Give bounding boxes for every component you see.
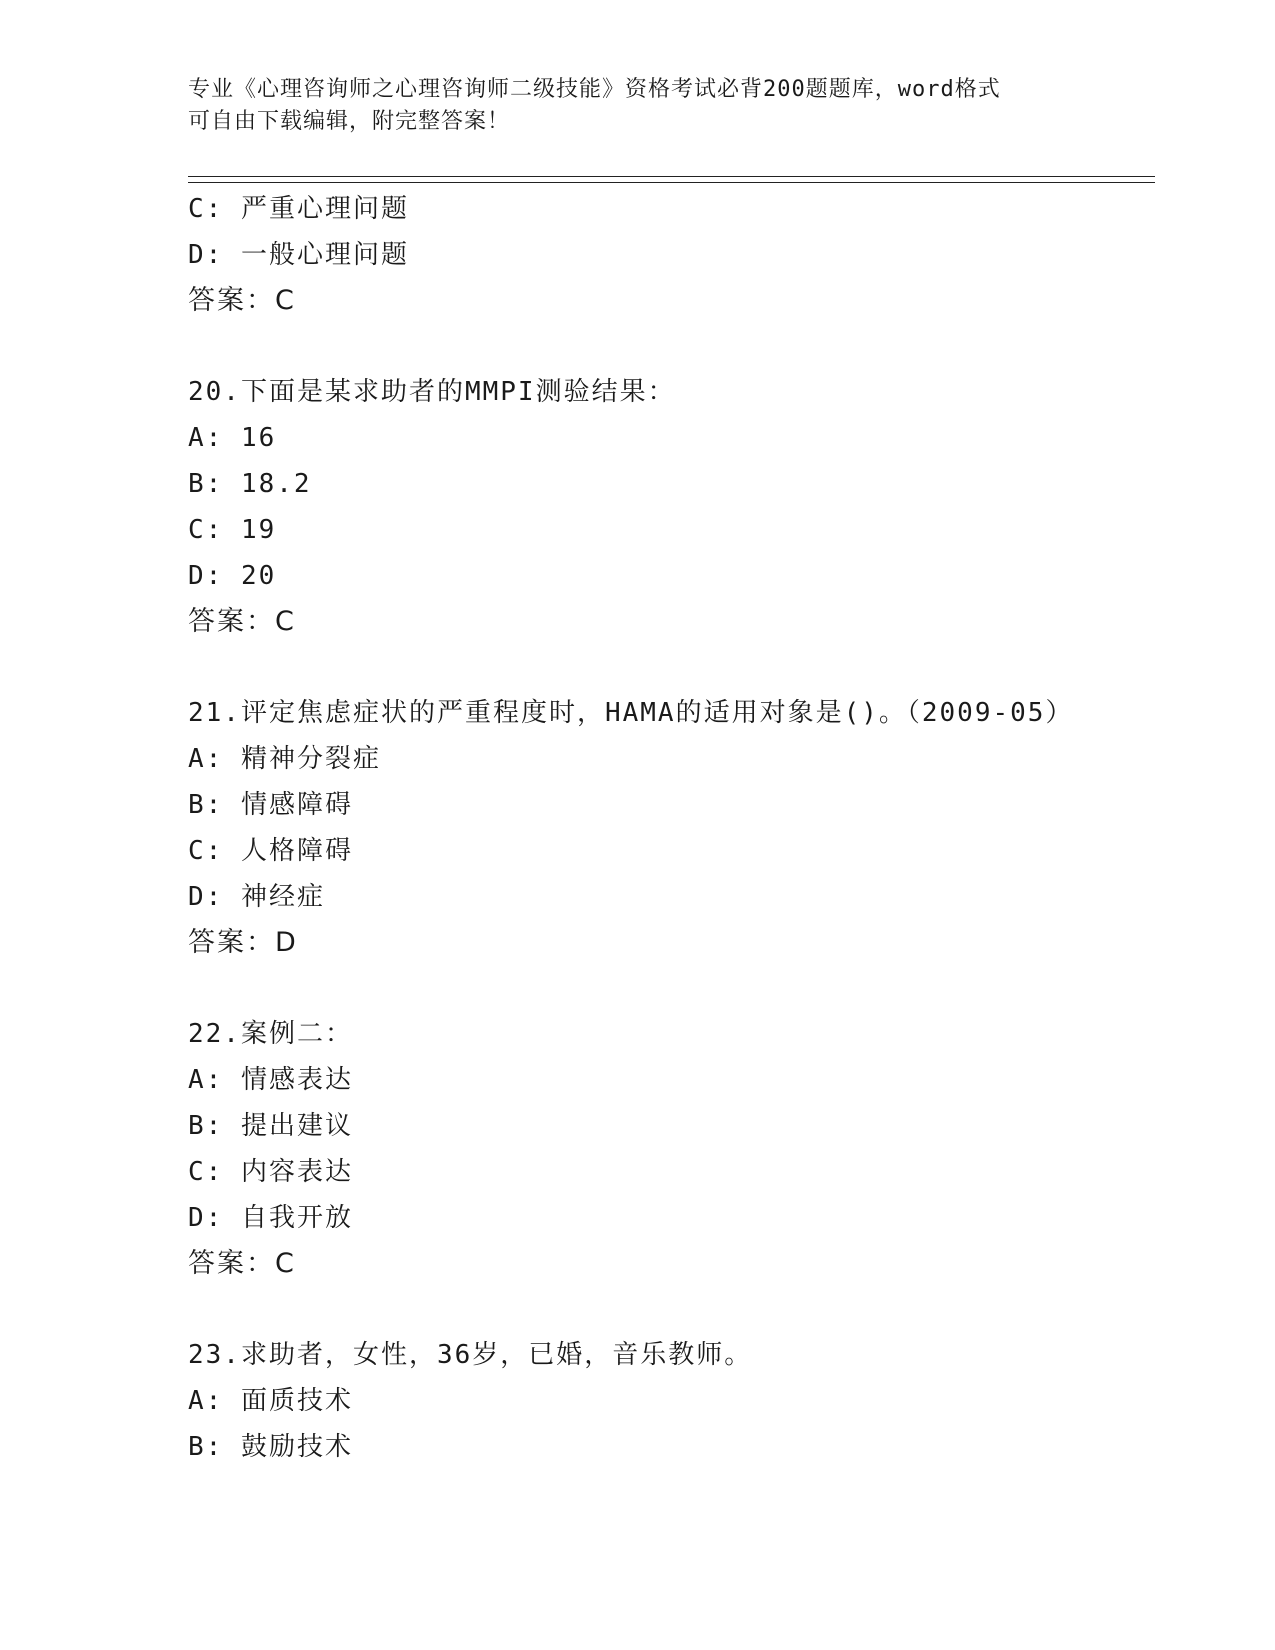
- option-b: B: 18.2: [188, 469, 312, 499]
- option-a: A: 16: [188, 423, 277, 453]
- header-title-line-1: 专业《心理咨询师之心理咨询师二级技能》资格考试必背200题题库，word格式: [188, 77, 1001, 102]
- option-b: B: 鼓励技术: [188, 1432, 353, 1462]
- answer: 答案：C: [188, 1248, 296, 1279]
- question-21: [188, 690, 1148, 966]
- option-d: D: 20: [188, 561, 277, 591]
- spacer: [188, 1287, 1148, 1332]
- option-b: B: 情感障碍: [188, 790, 353, 820]
- option-c: C: 人格障碍: [188, 836, 353, 866]
- option-d: D: 自我开放: [188, 1203, 353, 1233]
- spacer: [188, 966, 1148, 1011]
- question-text: 23.求助者，女性，36岁，已婚，音乐教师。: [188, 1340, 753, 1370]
- question-text: 20.下面是某求助者的MMPI测验结果：: [188, 377, 676, 407]
- question-23: [188, 1332, 1148, 1470]
- spacer: [188, 324, 1148, 369]
- option-b: B: 提出建议: [188, 1111, 353, 1141]
- option-a: A: 面质技术: [188, 1386, 353, 1416]
- option-c: C: 内容表达: [188, 1157, 353, 1187]
- question-text: 22.案例二：: [188, 1019, 353, 1049]
- question-22: [188, 1011, 1148, 1287]
- question-text: 21.评定焦虑症状的严重程度时，HAMA的适用对象是()。（2009-05）: [188, 698, 1074, 728]
- header-title-line-2: 可自由下载编辑，附完整答案！: [188, 109, 511, 134]
- option-c: C: 19: [188, 515, 277, 545]
- option-d: D: 神经症: [188, 882, 325, 912]
- question-list: [188, 186, 1148, 1470]
- spacer: [188, 645, 1148, 690]
- option-d: D: 一般心理问题: [188, 240, 409, 270]
- question-20: [188, 369, 1148, 645]
- header-divider-top: [188, 176, 1155, 177]
- header-divider-bottom: [188, 182, 1155, 183]
- option-c: C: 严重心理问题: [188, 194, 409, 224]
- option-a: A: 精神分裂症: [188, 744, 381, 774]
- answer: 答案：D: [188, 927, 298, 958]
- document-header: [188, 74, 1088, 138]
- question-19: [188, 186, 1148, 324]
- answer: 答案：C: [188, 606, 296, 637]
- answer: 答案：C: [188, 285, 296, 316]
- option-a: A: 情感表达: [188, 1065, 353, 1095]
